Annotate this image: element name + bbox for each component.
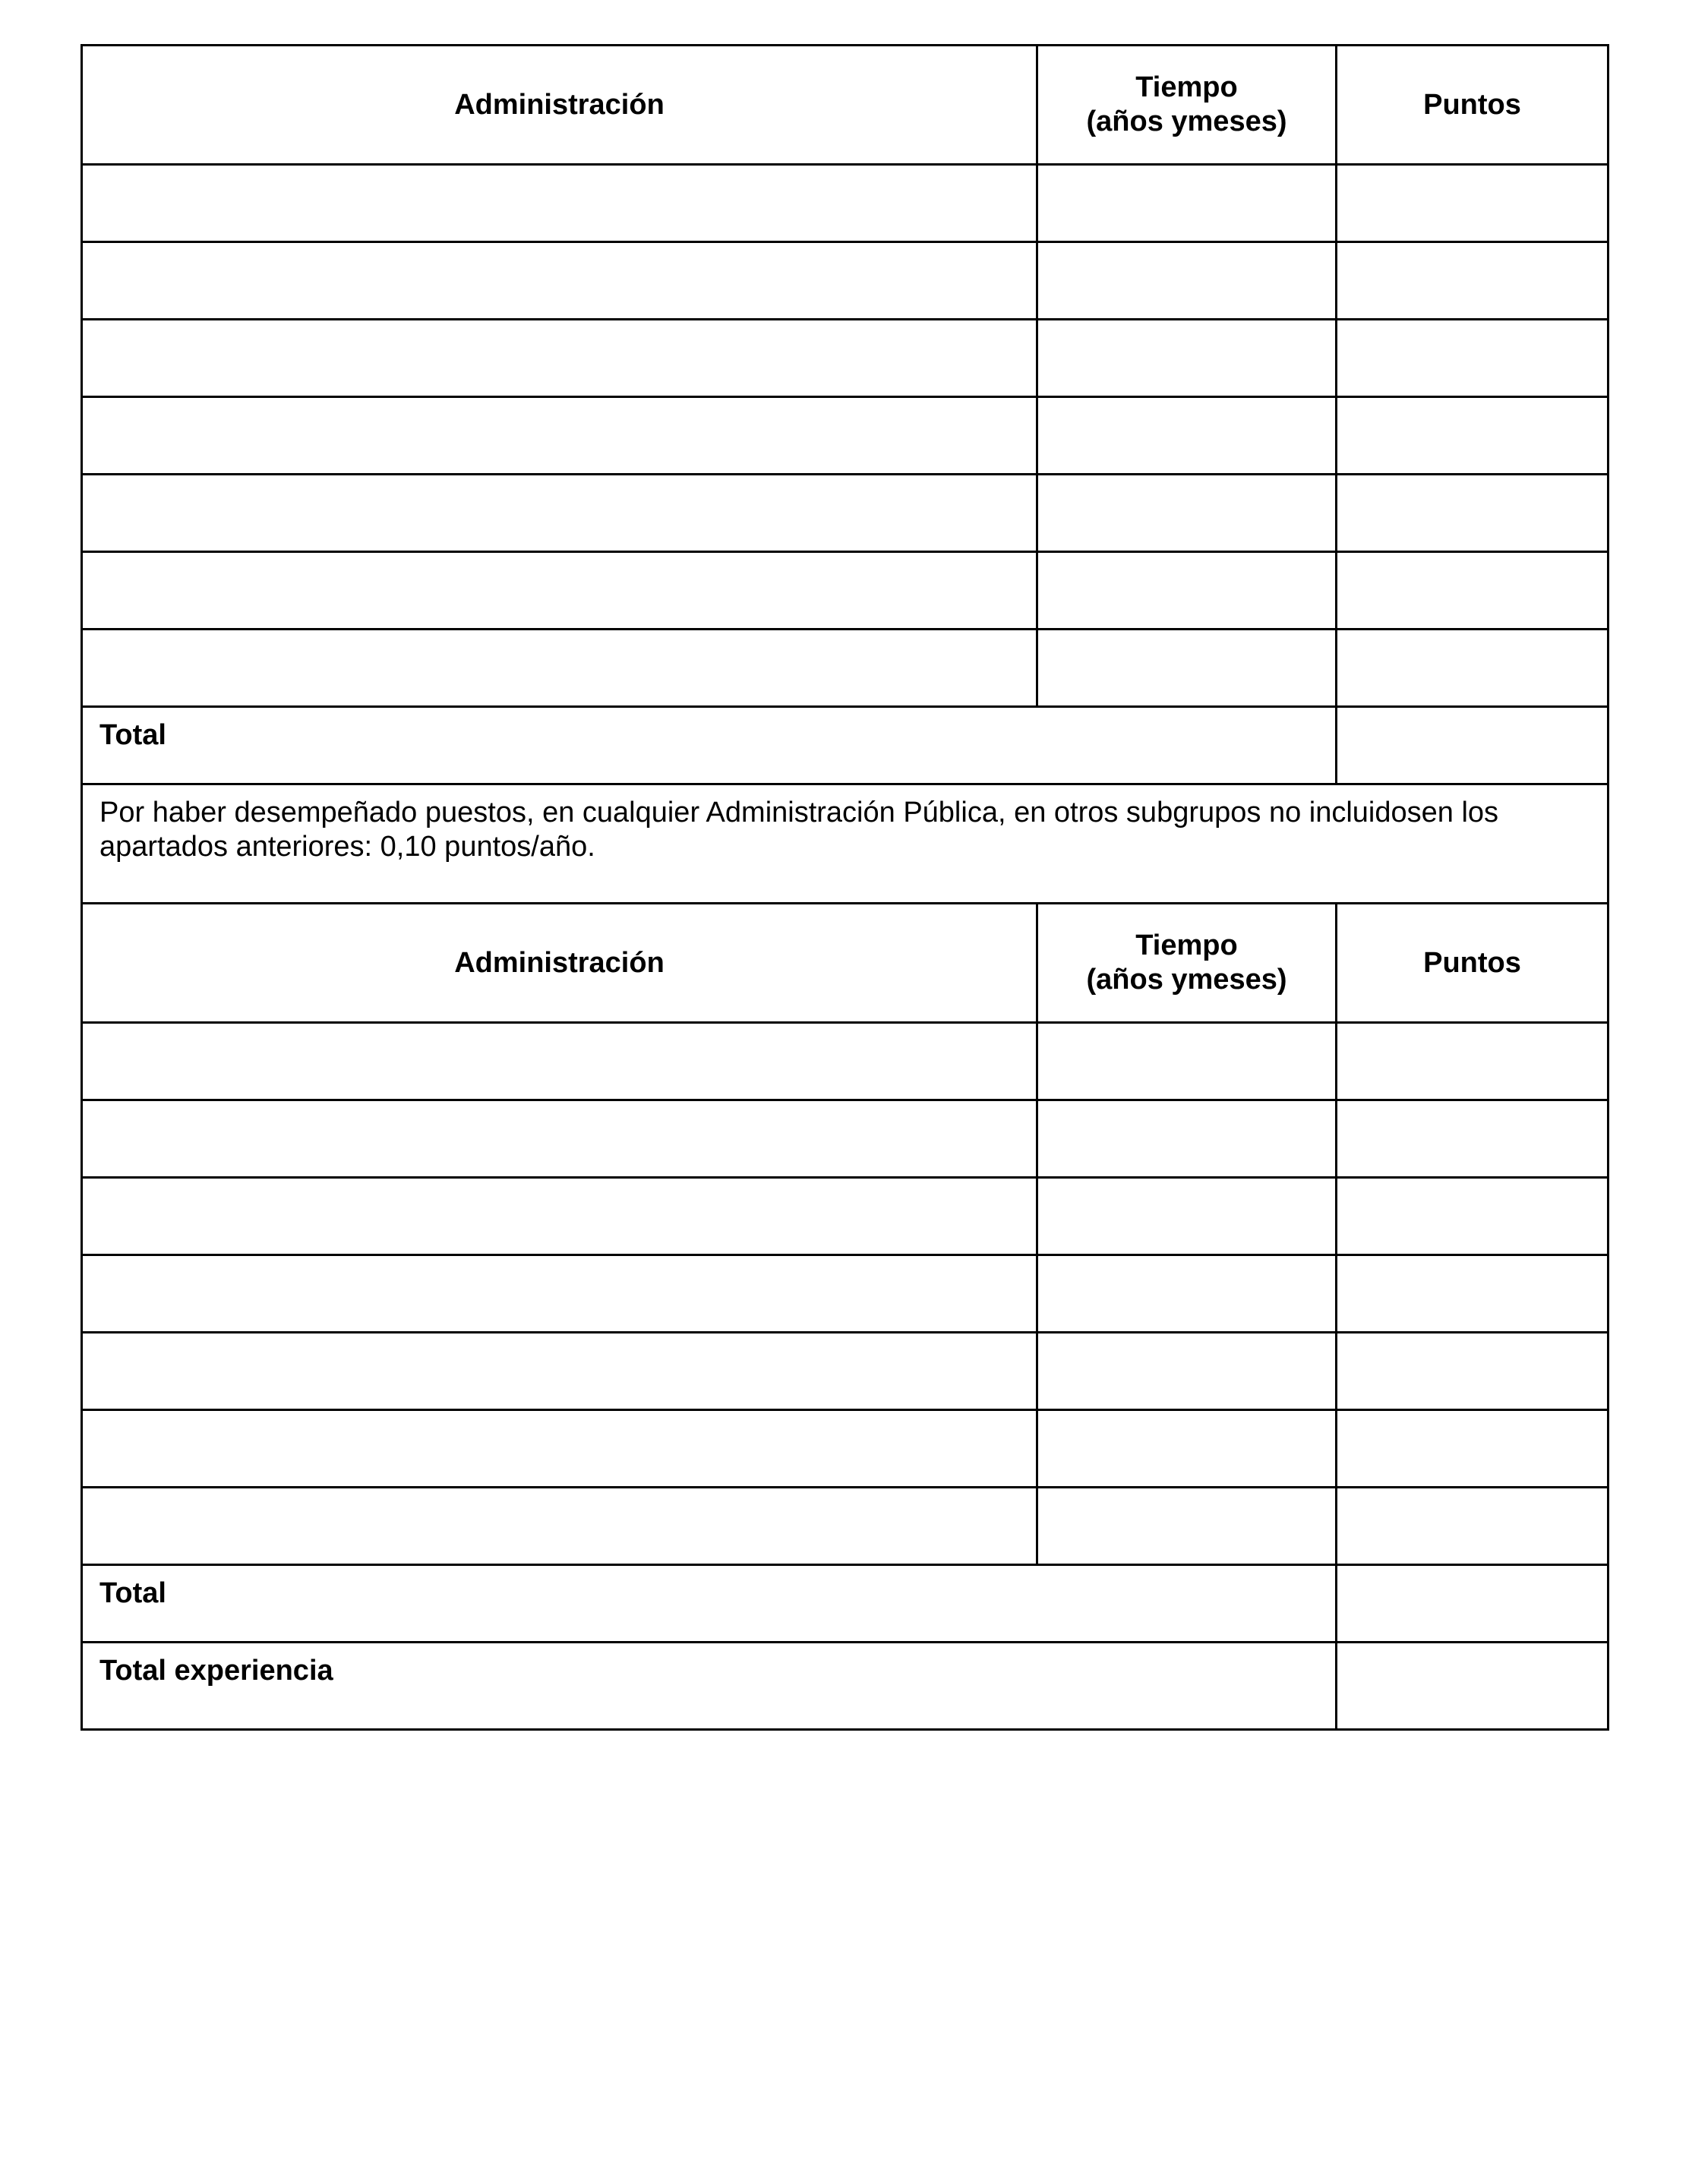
table-row [82,1255,1608,1333]
administracion-field[interactable] [82,242,1037,320]
section2-total-row [82,1565,1608,1643]
tiempo-field[interactable] [1037,242,1337,320]
experience-form-table [81,44,1609,1731]
tiempo-header-title: Tiempo [1135,929,1238,961]
tiempo-header [1037,46,1337,165]
puntos-field[interactable] [1337,1255,1608,1333]
tiempo-field[interactable] [1037,1255,1337,1333]
administracion-header: Administración [82,904,1037,1023]
tiempo-field[interactable] [1037,475,1337,552]
note-row [82,784,1608,904]
administracion-field[interactable] [82,630,1037,707]
table-row [82,1023,1608,1100]
total-experiencia-field[interactable] [1337,1643,1608,1730]
administracion-field[interactable] [82,320,1037,397]
tiempo-field[interactable] [1037,320,1337,397]
puntos-field[interactable] [1337,630,1608,707]
tiempo-field[interactable] [1037,1100,1337,1178]
administracion-header: Administración [82,46,1037,165]
table-row [82,1333,1608,1410]
total-experiencia-row [82,1643,1608,1730]
puntos-field[interactable] [1337,1410,1608,1488]
section2-total-label: Total [82,1565,1337,1643]
puntos-field[interactable] [1337,397,1608,475]
total-experiencia-label: Total experiencia [82,1643,1337,1730]
puntos-field[interactable] [1337,1023,1608,1100]
tiempo-field[interactable] [1037,397,1337,475]
puntos-header: Puntos [1337,46,1608,165]
puntos-field[interactable] [1337,1488,1608,1565]
section2-total-field[interactable] [1337,1565,1608,1643]
table-row [82,165,1608,242]
puntos-field[interactable] [1337,1333,1608,1410]
administracion-field[interactable] [82,1178,1037,1255]
table-row [82,475,1608,552]
table-row [82,1178,1608,1255]
table-row [82,630,1608,707]
puntos-field[interactable] [1337,242,1608,320]
table-row [82,1100,1608,1178]
administracion-field[interactable] [82,1488,1037,1565]
tiempo-field[interactable] [1037,1178,1337,1255]
tiempo-field[interactable] [1037,1023,1337,1100]
administracion-field[interactable] [82,1410,1037,1488]
tiempo-field[interactable] [1037,552,1337,630]
puntos-field[interactable] [1337,552,1608,630]
tiempo-field[interactable] [1037,165,1337,242]
tiempo-header [1037,904,1337,1023]
administracion-field[interactable] [82,552,1037,630]
section1-header-row [82,46,1608,165]
puntos-field[interactable] [1337,1100,1608,1178]
tiempo-header-unit: (años ymeses) [1086,106,1287,137]
table-row [82,320,1608,397]
puntos-field[interactable] [1337,165,1608,242]
administracion-field[interactable] [82,165,1037,242]
tiempo-field[interactable] [1037,1333,1337,1410]
tiempo-field[interactable] [1037,1488,1337,1565]
puntos-header: Puntos [1337,904,1608,1023]
tiempo-field[interactable] [1037,1410,1337,1488]
section1-total-label: Total [82,707,1337,784]
administracion-field[interactable] [82,1333,1037,1410]
section1-total-field[interactable] [1337,707,1608,784]
section1-total-row [82,707,1608,784]
puntos-field[interactable] [1337,320,1608,397]
tiempo-field[interactable] [1037,630,1337,707]
table-row [82,552,1608,630]
table-row [82,1488,1608,1565]
table-row [82,397,1608,475]
table-row [82,242,1608,320]
tiempo-header-title: Tiempo [1135,71,1238,103]
administracion-field[interactable] [82,475,1037,552]
table-row [82,1410,1608,1488]
section2-header-row [82,904,1608,1023]
administracion-field[interactable] [82,1023,1037,1100]
puntos-field[interactable] [1337,475,1608,552]
note-text: Por haber desempeñado puestos, en cualquier Administración Pública, en otros subgrupos no incluidosen los apartados anteriores: 0,10 puntos/año. [82,784,1608,904]
administracion-field[interactable] [82,1255,1037,1333]
tiempo-header-unit: (años ymeses) [1086,964,1287,996]
puntos-field[interactable] [1337,1178,1608,1255]
administracion-field[interactable] [82,397,1037,475]
administracion-field[interactable] [82,1100,1037,1178]
